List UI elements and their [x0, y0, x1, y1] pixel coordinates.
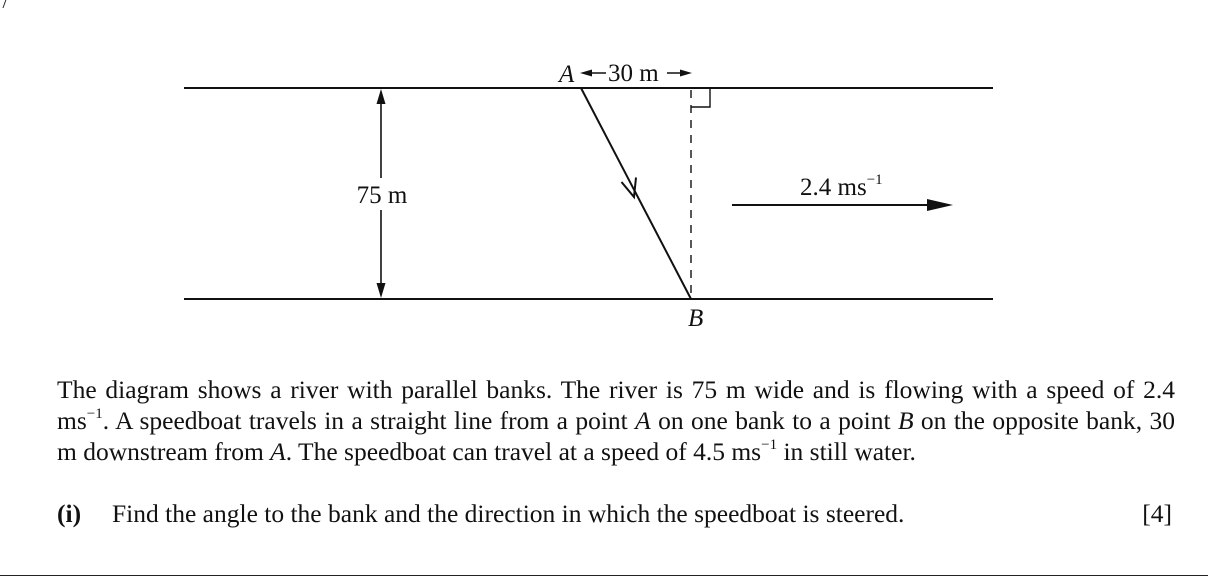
right-angle-marker: [691, 88, 710, 107]
bottom-divider: [0, 575, 1208, 576]
dimension-arrow-right-head: [680, 70, 692, 77]
current-speed-label: 2.4 $ms^{-1}$: [800, 172, 883, 201]
part-text: Find the angle to the bank and the direction in which the speedboat is steered.: [112, 499, 905, 528]
width-arrow-head-bottom: [377, 283, 386, 298]
point-b-label: B: [688, 305, 704, 332]
question-stem: The diagram shows a river with parallel banks. The river is 75 m wide and is flowing with a speed of 2.4 $ms^{-1}$. A speedboat travels in a straight line from a point A on one bank to a point B on the opposite bank, 30 m downstream from A. The speedboat can travel at a speed of 4.5 $ms^{-1}$ in still water.: [57, 375, 1176, 466]
width-arrow-head-top: [377, 89, 386, 104]
boat-path-line: [581, 88, 691, 299]
point-a-label: A: [559, 61, 575, 88]
downstream-distance-label: 30 m: [608, 60, 659, 87]
current-arrow-head: [927, 199, 953, 211]
width-label: 75 m: [356, 182, 408, 209]
part-label: (i): [57, 499, 82, 528]
dimension-arrow-left-head: [580, 70, 592, 77]
part-marks: [4]: [1142, 499, 1172, 528]
